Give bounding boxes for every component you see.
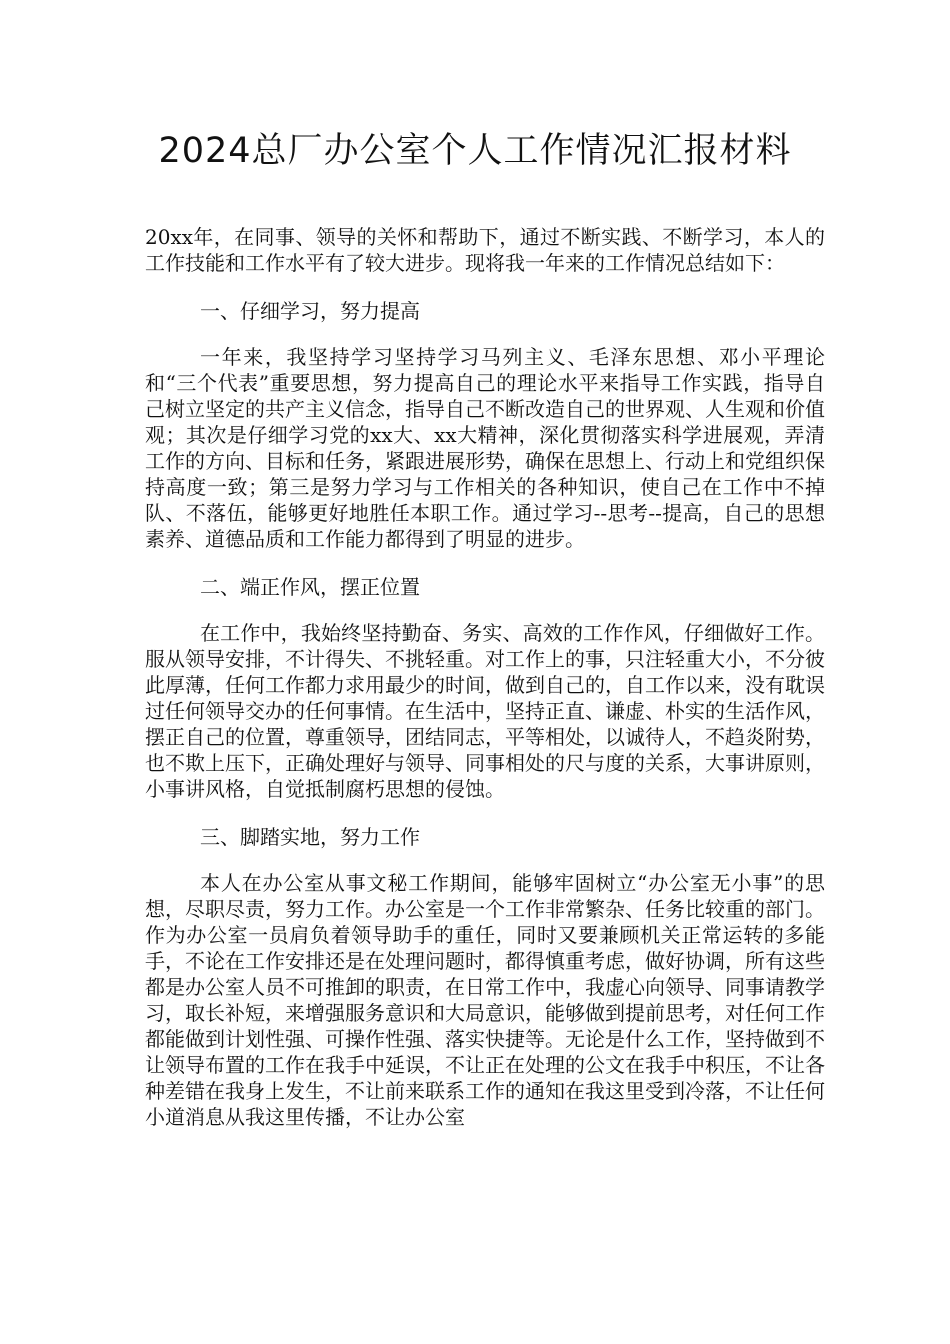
section-heading-3: 三、脚踏实地，努力工作 [200, 825, 420, 849]
section-1-paragraph: 一年来，我坚持学习坚持学习马列主义、毛泽东思想、邓小平理论和“三个代表”重要思想，努力提高自己的理论水平来指导工作实践，指导自己树立坚定的共产主义信念，指导自己不断改造自己的世界观、人生观和价值观；其次是仔细学习党的xx大、xx大精神，深化贯彻落实科学进展观，弄清工作的方向、目标和任务，紧跟进展形势，确保在思想上、行动上和党组织保持高度一致；第三是努力学习与工作相关的各种知识，使自己在工作中不掉队、不落伍，能够更好地胜任本职工作。通过学习--思考--提高，自己的思想素养、道德品质和工作能力都得到了明显的进步。 [145, 345, 825, 551]
section-2-paragraph: 在工作中，我始终坚持勤奋、务实、高效的工作作风，仔细做好工作。服从领导安排，不计得失、不挑轻重。对工作上的事，只注轻重大小，不分彼此厚薄，任何工作都力求用最少的时间，做到自己的，自工作以来，没有耽误过任何领导交办的任何事情。在生活中，坚持正直、谦虚、朴实的生活作风，摆正自己的位置，尊重领导，团结同志，平等相处，以诚待人，不趋炎附势，也不欺上压下，正确处理好与领导、同事相处的尺与度的关系，大事讲原则，小事讲风格，自觉抵制腐朽思想的侵蚀。 [145, 621, 825, 801]
section-3-paragraph: 本人在办公室从事文秘工作期间，能够牢固树立“办公室无小事”的思想，尽职尽责，努力工作。办公室是一个工作非常繁杂、任务比较重的部门。作为办公室一员肩负着领导助手的重任，同时又要兼顾机关正常运转的多能手，不论在工作安排还是在处理问题时，都得慎重考虑，做好协调，所有这些都是办公室人员不可推卸的职责，在日常工作中，我虚心向领导、同事请教学习，取长补短，来增强服务意识和大局意识，能够做到提前思考，对任何工作都能做到计划性强、可操作性强、落实快捷等。无论是什么工作，坚持做到不让领导布置的工作在我手中延误，不让正在处理的公文在我手中积压，不让各种差错在我身上发生，不让前来联系工作的通知在我这里受到冷落，不让任何小道消息从我这里传播，不让办公室 [145, 871, 825, 1129]
intro-paragraph: 20xx年，在同事、领导的关怀和帮助下，通过不断实践、不断学习，本人的工作技能和工作水平有了较大进步。现将我一年来的工作情况总结如下： [145, 225, 825, 275]
section-heading-1: 一、仔细学习，努力提高 [200, 299, 420, 323]
document-title: 2024总厂办公室个人工作情况汇报材料 [158, 131, 792, 171]
document-body [145, 224, 825, 1152]
section-heading-2: 二、端正作风，摆正位置 [200, 575, 420, 599]
